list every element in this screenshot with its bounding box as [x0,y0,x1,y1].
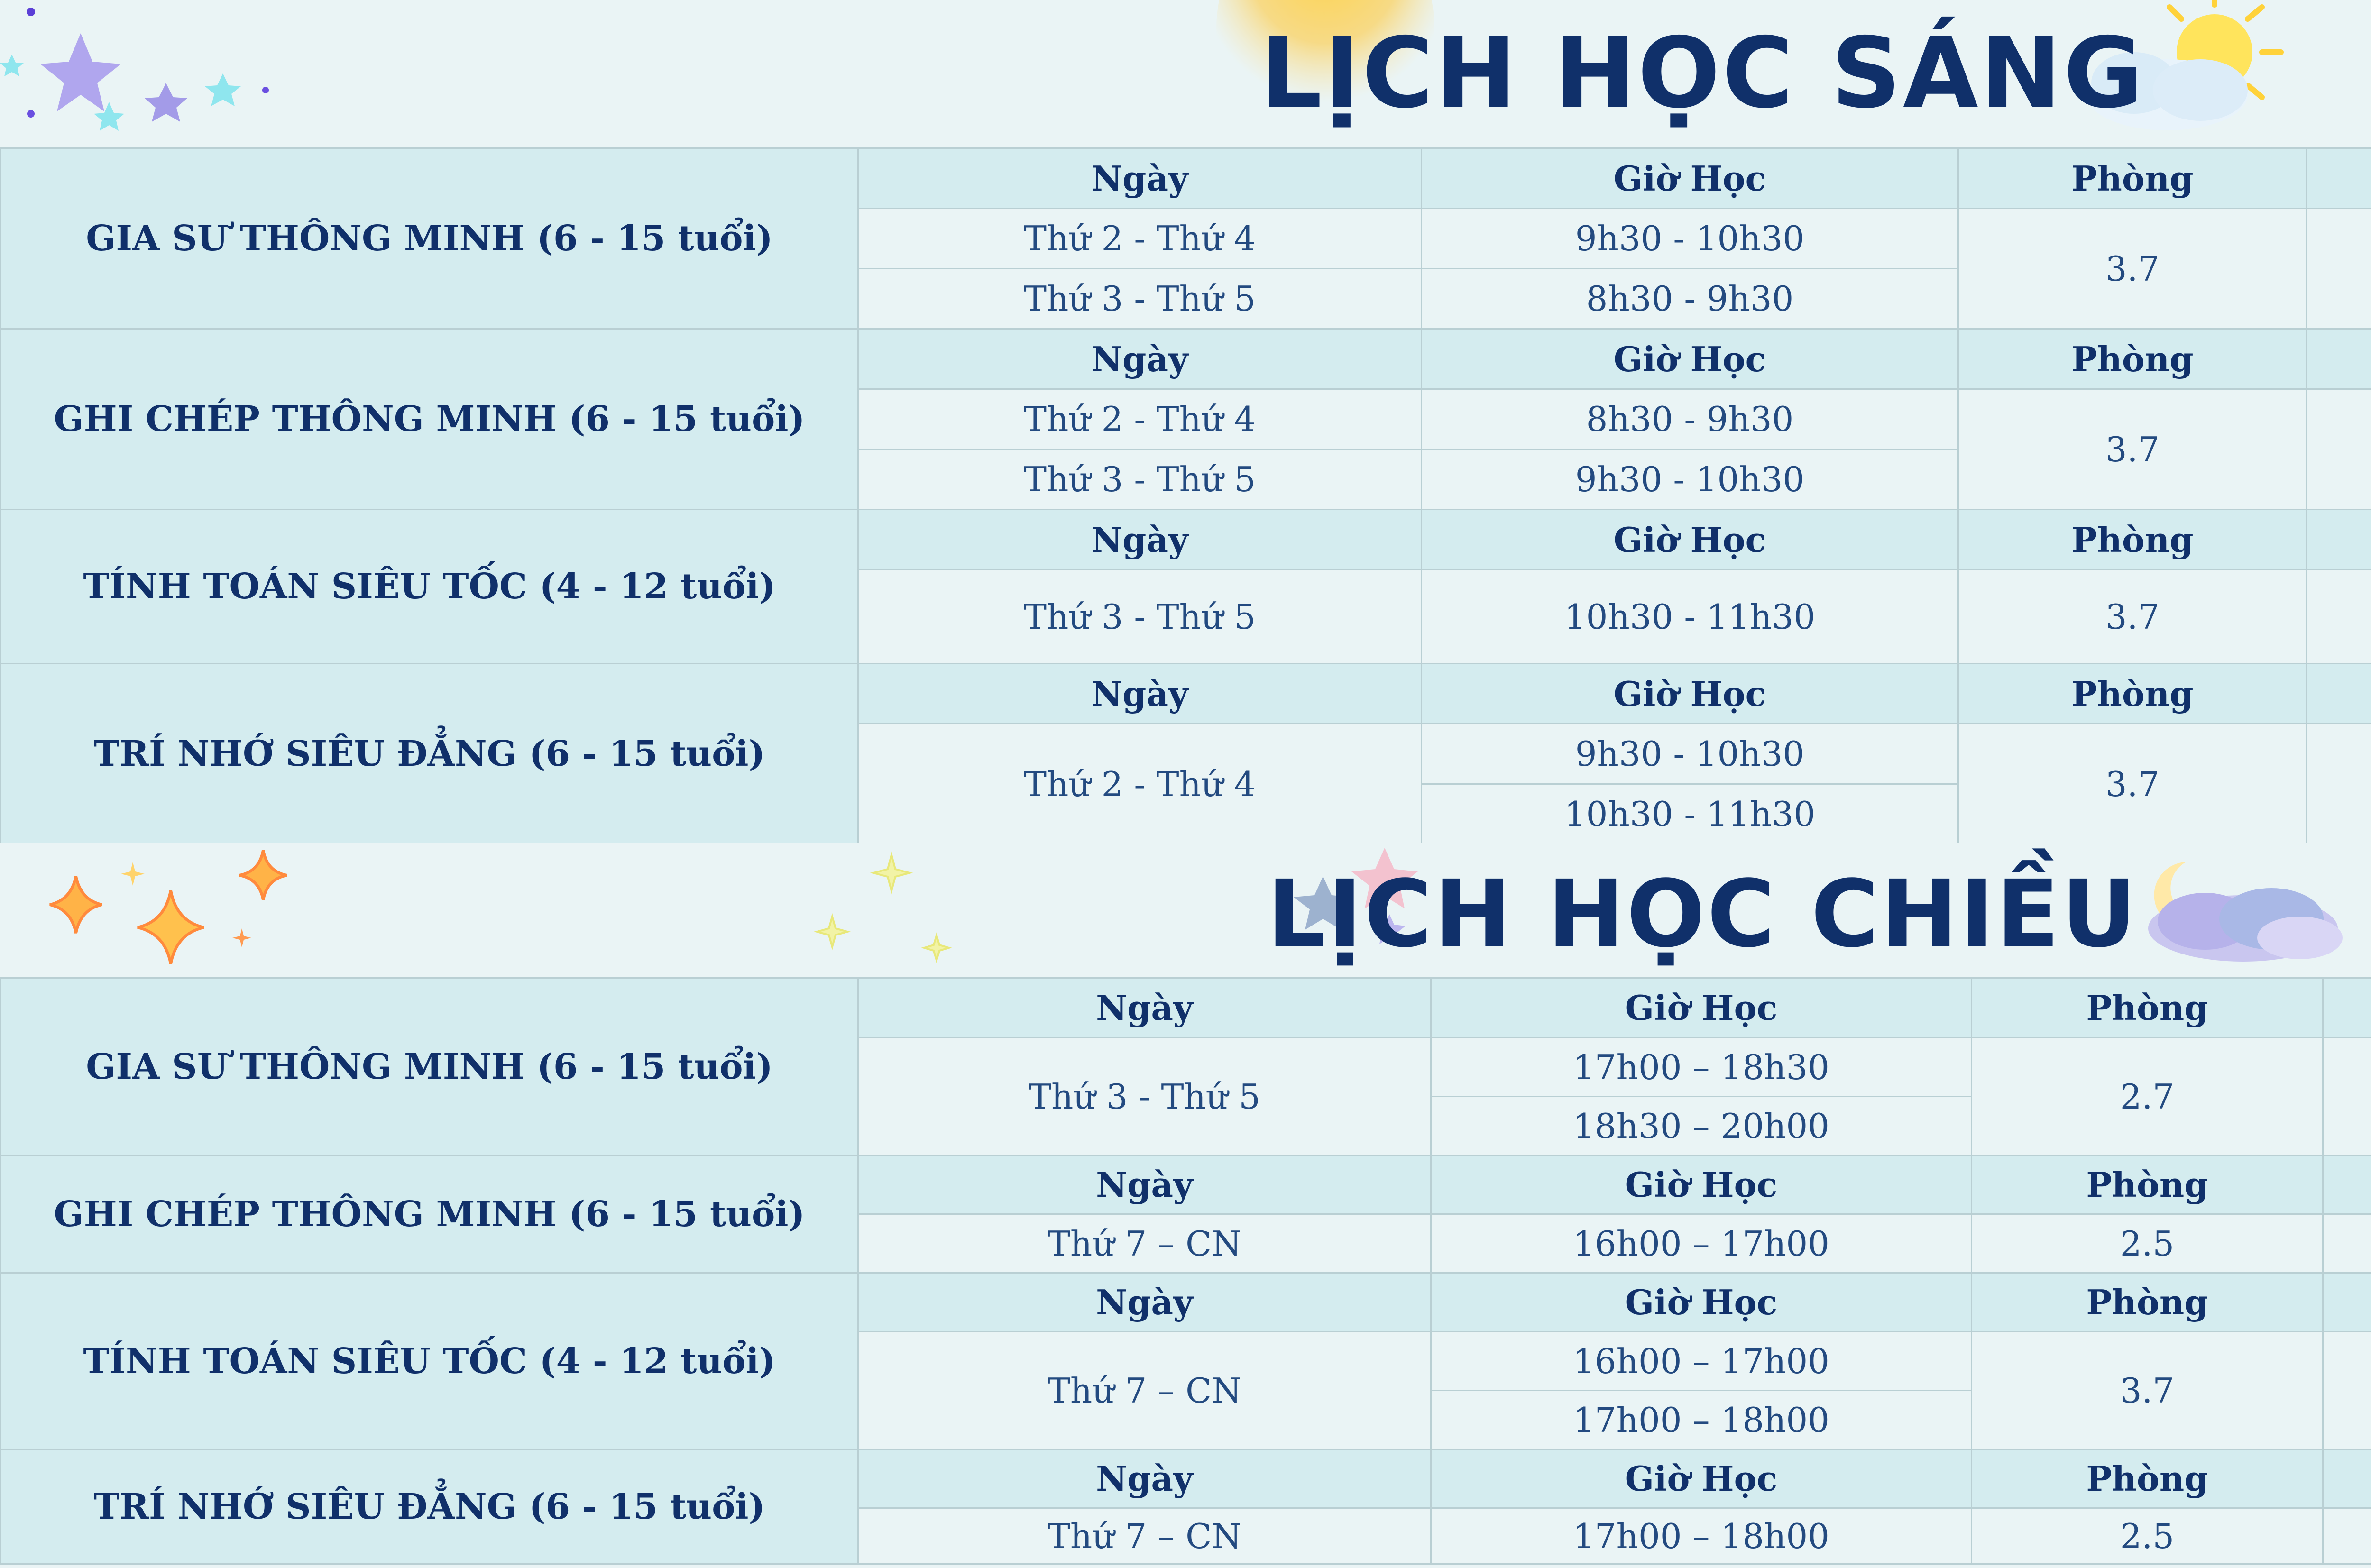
header-room: Phòng [1958,329,2307,389]
header-day: Ngày [858,510,1422,570]
table-row [1,148,2371,209]
header-room: Phòng [1958,148,2307,209]
day-cell: Thứ 3 - Thứ 5 [858,1038,1431,1155]
table-row [1,1155,2371,1214]
header-teacher [2323,1449,2371,1508]
time-cell: 9h30 - 10h30 [1422,209,1958,269]
header-time: Giờ Học [1431,1273,1972,1332]
teacher-cell [2323,1508,2371,1564]
morning-title: LỊCH HỌC SÁNG [1260,17,2145,130]
time-cell: 16h00 – 17h00 [1431,1332,1972,1391]
time-cell: 18h30 – 20h00 [1431,1097,1972,1155]
header-room: Phòng [1958,664,2307,724]
header-time: Giờ Học [1431,1155,1972,1214]
teacher-cell [2323,1038,2371,1155]
course-name: GHI CHÉP THÔNG MINH (6 - 15 tuổi) [1,1155,858,1273]
day-cell: Thứ 3 - Thứ 5 [858,570,1422,664]
course-name: TÍNH TOÁN SIÊU TỐC (4 - 12 tuổi) [1,1273,858,1449]
header-day: Ngày [858,1155,1431,1214]
header-day: Ngày [858,1273,1431,1332]
table-row [1,664,2371,724]
time-cell: 8h30 - 9h30 [1422,389,1958,449]
room-cell: 3.7 [1958,570,2307,664]
header-teacher [2307,148,2371,209]
header-teacher [2307,329,2371,389]
header-teacher [2323,978,2371,1038]
afternoon-banner [0,843,2371,977]
time-cell: 9h30 - 10h30 [1422,724,1958,784]
morning-banner [0,0,2371,147]
teacher-cell [2323,1332,2371,1449]
course-name: TÍNH TOÁN SIÊU TỐC (4 - 12 tuổi) [1,510,858,664]
header-day: Ngày [858,1449,1431,1508]
afternoon-title: LỊCH HỌC CHIỀU [1267,860,2139,968]
time-cell: 17h00 – 18h30 [1431,1038,1972,1097]
header-room: Phòng [1972,1449,2323,1508]
header-time: Giờ Học [1422,148,1958,209]
afternoon-schedule-table [0,977,2371,1565]
day-cell: Thứ 2 - Thứ 4 [858,389,1422,449]
teacher-cell [2307,724,2371,844]
day-cell: Thứ 7 – CN [858,1214,1431,1273]
room-cell: 3.7 [1972,1332,2323,1449]
table-row [1,510,2371,570]
header-time: Giờ Học [1431,978,1972,1038]
teacher-cell [2307,209,2371,329]
header-time: Giờ Học [1431,1449,1972,1508]
room-cell: 2.7 [1972,1038,2323,1155]
course-name: TRÍ NHỚ SIÊU ĐẲNG (6 - 15 tuổi) [1,1449,858,1564]
course-name: GHI CHÉP THÔNG MINH (6 - 15 tuổi) [1,329,858,510]
time-cell: 8h30 - 9h30 [1422,269,1958,329]
day-cell: Thứ 7 – CN [858,1508,1431,1564]
table-row [1,978,2371,1038]
header-time: Giờ Học [1422,329,1958,389]
table-row [1,1449,2371,1508]
day-cell: Thứ 2 - Thứ 4 [858,724,1422,844]
time-cell: 17h00 – 18h00 [1431,1391,1972,1449]
room-cell: 3.7 [1958,209,2307,329]
time-cell: 17h00 – 18h00 [1431,1508,1972,1564]
header-room: Phòng [1972,1273,2323,1332]
time-cell: 10h30 - 11h30 [1422,570,1958,664]
room-cell: 2.5 [1972,1508,2323,1564]
course-name: TRÍ NHỚ SIÊU ĐẲNG (6 - 15 tuổi) [1,664,858,844]
header-time: Giờ Học [1422,664,1958,724]
header-day: Ngày [858,148,1422,209]
header-time: Giờ Học [1422,510,1958,570]
teacher-cell [2307,389,2371,510]
teacher-cell [2307,570,2371,664]
time-cell: 16h00 – 17h00 [1431,1214,1972,1273]
room-cell: 2.5 [1972,1214,2323,1273]
header-teacher [2323,1273,2371,1332]
header-room: Phòng [1972,978,2323,1038]
header-room: Phòng [1958,510,2307,570]
time-cell: 10h30 - 11h30 [1422,784,1958,844]
morning-schedule-table [0,147,2371,845]
day-cell: Thứ 3 - Thứ 5 [858,269,1422,329]
table-row [1,329,2371,389]
header-day: Ngày [858,978,1431,1038]
course-name: GIA SƯ THÔNG MINH (6 - 15 tuổi) [1,148,858,329]
course-name: GIA SƯ THÔNG MINH (6 - 15 tuổi) [1,978,858,1155]
header-room: Phòng [1972,1155,2323,1214]
teacher-cell [2323,1214,2371,1273]
room-cell: 3.7 [1958,724,2307,844]
table-row [1,1273,2371,1332]
day-cell: Thứ 7 – CN [858,1332,1431,1449]
time-cell: 9h30 - 10h30 [1422,449,1958,510]
day-cell: Thứ 3 - Thứ 5 [858,449,1422,510]
header-teacher [2307,664,2371,724]
day-cell: Thứ 2 - Thứ 4 [858,209,1422,269]
header-teacher [2323,1155,2371,1214]
header-day: Ngày [858,664,1422,724]
header-day: Ngày [858,329,1422,389]
room-cell: 3.7 [1958,389,2307,510]
header-teacher [2307,510,2371,570]
